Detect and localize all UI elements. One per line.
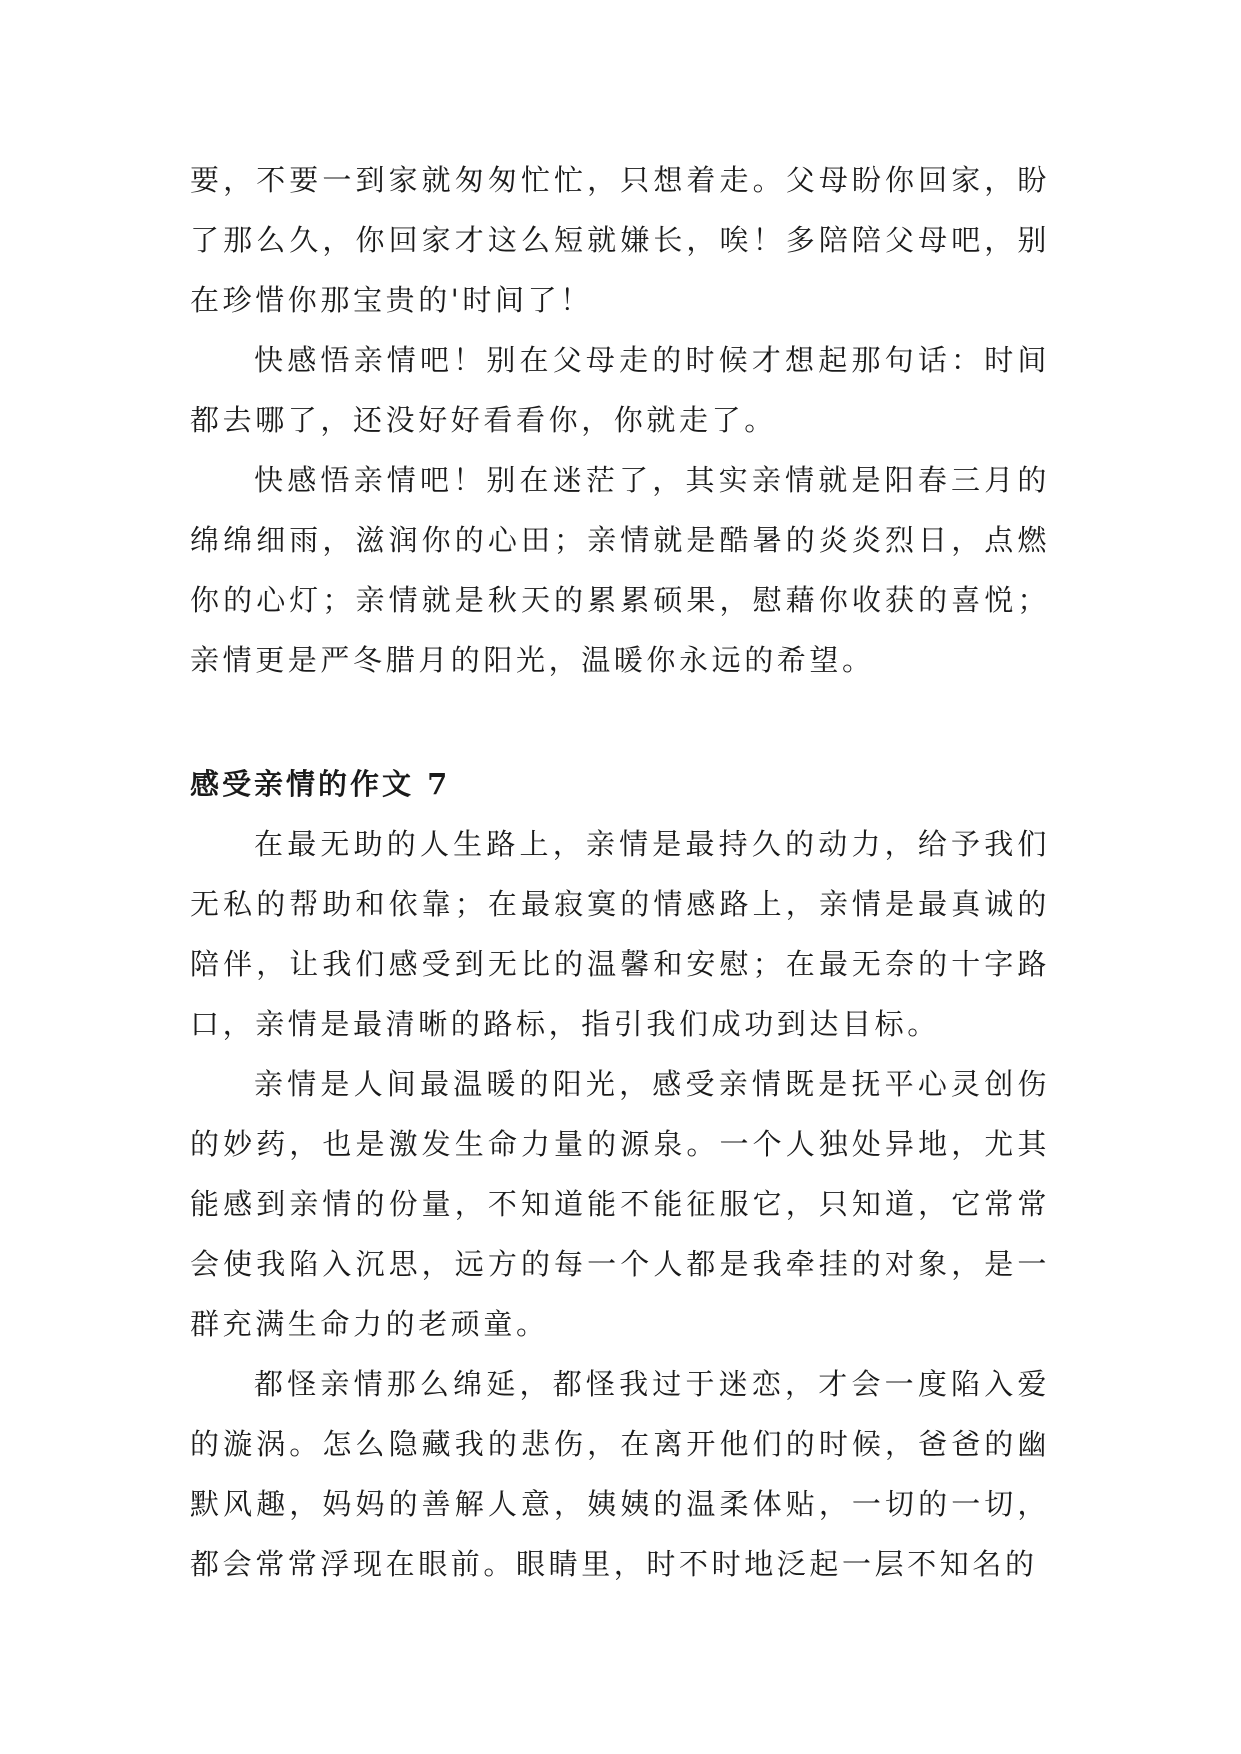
document-page <box>190 150 1050 1594</box>
paragraph: 快感悟亲情吧！别在迷茫了，其实亲情就是阳春三月的绵绵细雨，滋润你的心田；亲情就是酷暑的炎炎烈日，点燃你的心灯；亲情就是秋天的累累硕果，慰藉你收获的喜悦；亲情更是严冬腊月的阳光，温暖你永远的希望。 <box>190 463 1050 677</box>
section-spacer <box>190 690 1050 754</box>
section-heading: 感受亲情的作文 7 <box>190 767 451 801</box>
paragraph: 在最无助的人生路上，亲情是最持久的动力，给予我们无私的帮助和依靠；在最寂寞的情感路上，亲情是最真诚的陪伴，让我们感受到无比的温馨和安慰；在最无奈的十字路口，亲情是最清晰的路标，指引我们成功到达目标。 <box>190 827 1050 1041</box>
paragraph: 都怪亲情那么绵延，都怪我过于迷恋，才会一度陷入爱的漩涡。怎么隐藏我的悲伤，在离开他们的时候，爸爸的幽默风趣，妈妈的善解人意，姨姨的温柔体贴，一切的一切，都会常常浮现在眼前。眼睛里，时不时地泛起一层不知名的 <box>190 1367 1050 1581</box>
paragraph-continued: 要，不要一到家就匆匆忙忙，只想着走。父母盼你回家，盼了那么久，你回家才这么短就嫌长，唉！多陪陪父母吧，别在珍惜你那宝贵的'时间了！ <box>190 163 1050 317</box>
paragraph: 快感悟亲情吧！别在父母走的时候才想起那句话：时间都去哪了，还没好好看看你，你就走了。 <box>190 343 1050 437</box>
paragraph: 亲情是人间最温暖的阳光，感受亲情既是抚平心灵创伤的妙药，也是激发生命力量的源泉。一个人独处异地，尤其能感到亲情的份量，不知道能不能征服它，只知道，它常常会使我陷入沉思，远方的每一个人都是我牵挂的对象，是一群充满生命力的老顽童。 <box>190 1067 1050 1341</box>
